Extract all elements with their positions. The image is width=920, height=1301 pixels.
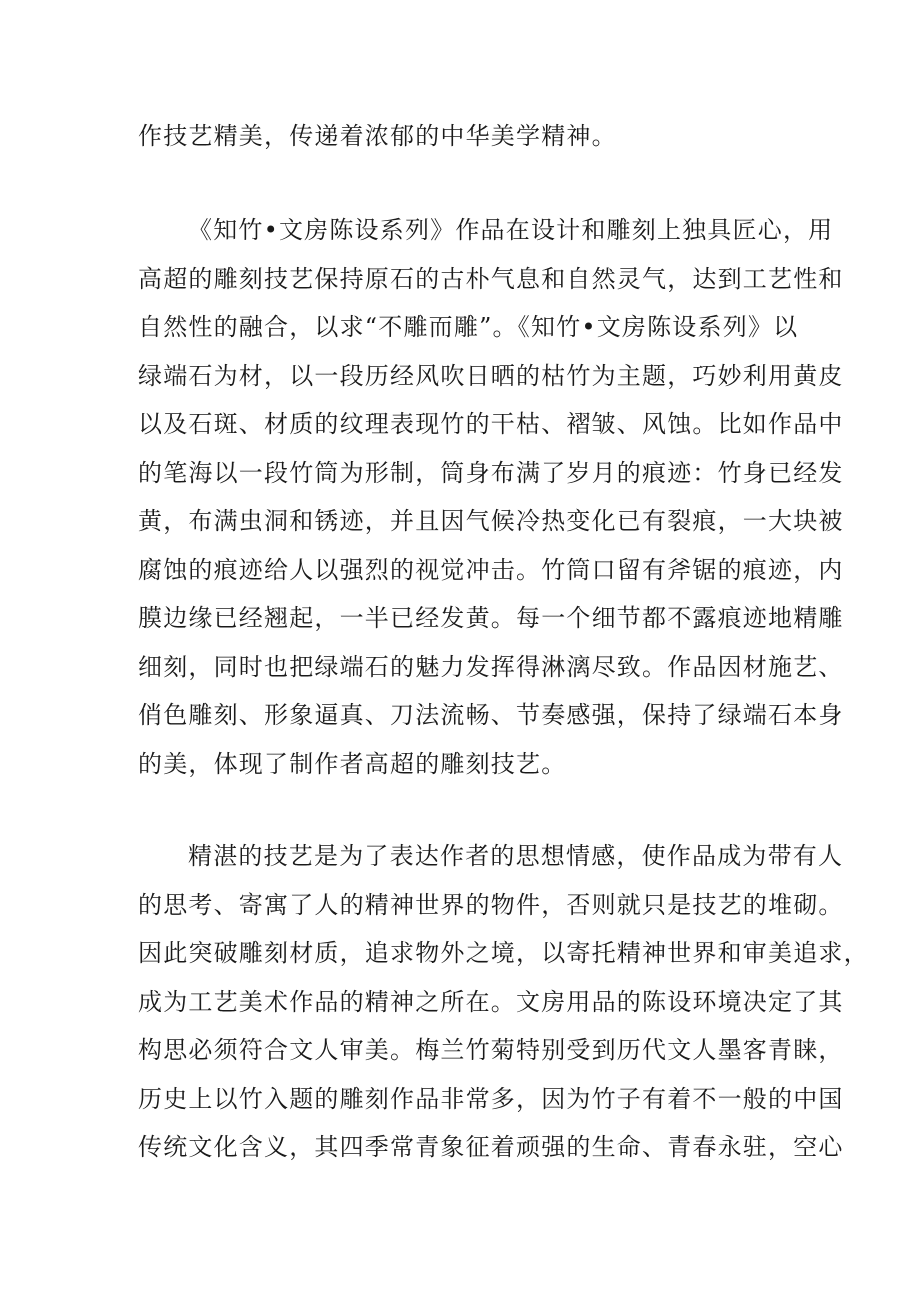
text-line: 俏色雕刻、形象逼真、刀法流畅、节奏感强，保持了绿端石本身	[138, 701, 844, 729]
text-line: 的笔海以一段竹筒为形制，筒身布满了岁月的痕迹：竹身已经发	[138, 458, 844, 487]
text-line: 自然性的融合，以求“不雕而雕”。《知竹•文房陈设系列》以	[138, 313, 799, 341]
paragraph-continuation	[138, 112, 788, 161]
text-line: 的美，体现了制作者高超的雕刻技艺。	[138, 749, 567, 778]
text-line: 细刻，同时也把绿端石的魅力发挥得淋漓尽致。作品因材施艺、	[138, 652, 844, 681]
text-line: 因此突破雕刻材质，追求物外之境，以寄托精神世界和审美追求，	[138, 939, 869, 967]
text-line: 历史上以竹入题的雕刻作品非常多，因为竹子有着不一般的中国	[138, 1084, 844, 1113]
text-line: 的思考、寄寓了人的精神世界的物件，否则就只是技艺的堆砌。	[138, 890, 844, 919]
text-line: 作技艺精美，传递着浓郁的中华美学精神。	[138, 122, 617, 150]
text-line: 《知竹•文房陈设系列》作品在设计和雕刻上独具匠心，用	[188, 216, 834, 244]
text-line: 高超的雕刻技艺保持原石的古朴气息和自然灵气，达到工艺性和	[138, 264, 844, 293]
text-line: 构思必须符合文人审美。梅兰竹菊特别受到历代文人墨客青睐，	[138, 1036, 844, 1064]
paragraph-technique-emotion	[138, 832, 869, 1172]
text-line: 精湛的技艺是为了表达作者的思想情感，使作品成为带有人	[188, 842, 844, 870]
text-line: 膜边缘已经翘起，一半已经发黄。每一个细节都不露痕迹地精雕	[138, 604, 844, 632]
text-line: 绿端石为材，以一段历经风吹日晒的枯竹为主题，巧妙利用黄皮	[138, 361, 844, 390]
text-line: 腐蚀的痕迹给人以强烈的视觉冲击。竹筒口留有斧锯的痕迹，内	[138, 555, 844, 584]
text-line: 成为工艺美术作品的精神之所在。文房用品的陈设环境决定了其	[138, 987, 844, 1016]
text-line: 以及石斑、材质的纹理表现竹的干枯、褶皱、风蚀。比如作品中	[138, 410, 844, 438]
text-line: 传统文化含义，其四季常青象征着顽强的生命、青春永驻，空心	[138, 1133, 844, 1161]
text-line: 黄，布满虫洞和锈迹，并且因气候冷热变化已有裂痕，一大块被	[138, 507, 844, 535]
paragraph-zhizhu-series	[138, 206, 844, 788]
